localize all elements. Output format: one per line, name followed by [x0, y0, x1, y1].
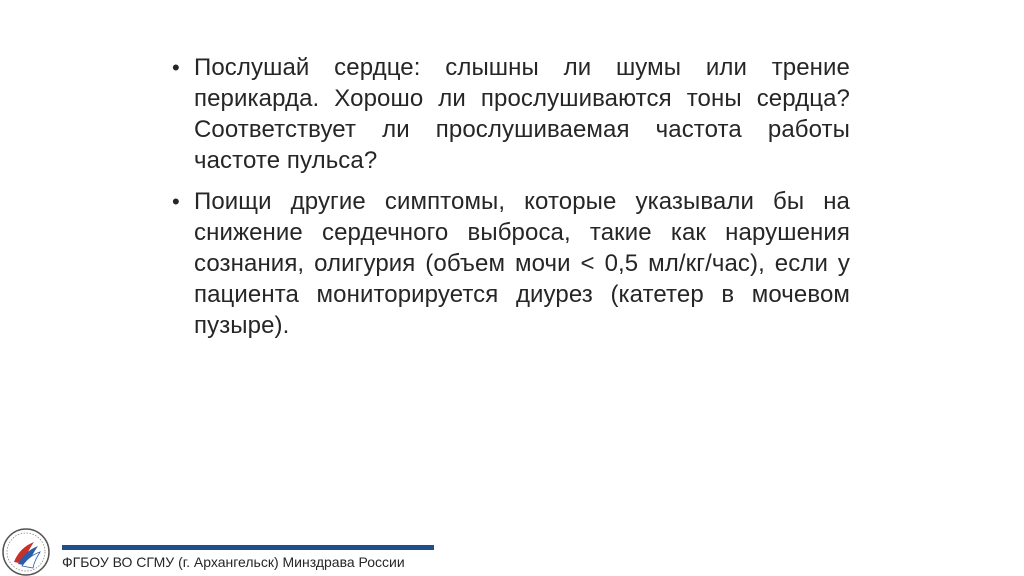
bullet-marker: •: [172, 189, 180, 214]
bullet-text: Послушай сердце: слышны ли шумы или трение перикарда. Хорошо ли прослушиваются тоны сердца? Соответствует ли прослушиваемая частота работы частоте пульса?: [194, 54, 850, 174]
bullet-text: Поищи другие симптомы, которые указывали бы на снижение сердечного выброса, такие как нарушения сознания, олигурия (объем мочи < 0,5 мл/кг/час), если у пациента мониторируется диурез (катетер в мочевом пузыре).: [194, 188, 850, 339]
slide-content: [172, 52, 850, 351]
bullet-list: [172, 52, 850, 341]
bullet-item-symptoms: [172, 186, 850, 341]
bullet-marker: •: [172, 55, 180, 80]
footer-institution: ФГБОУ ВО СГМУ (г. Архангельск) Минздрава России: [62, 554, 405, 570]
footer-divider: [62, 545, 434, 550]
university-emblem-icon: [0, 518, 56, 576]
bullet-item-auscultation: [172, 52, 850, 176]
